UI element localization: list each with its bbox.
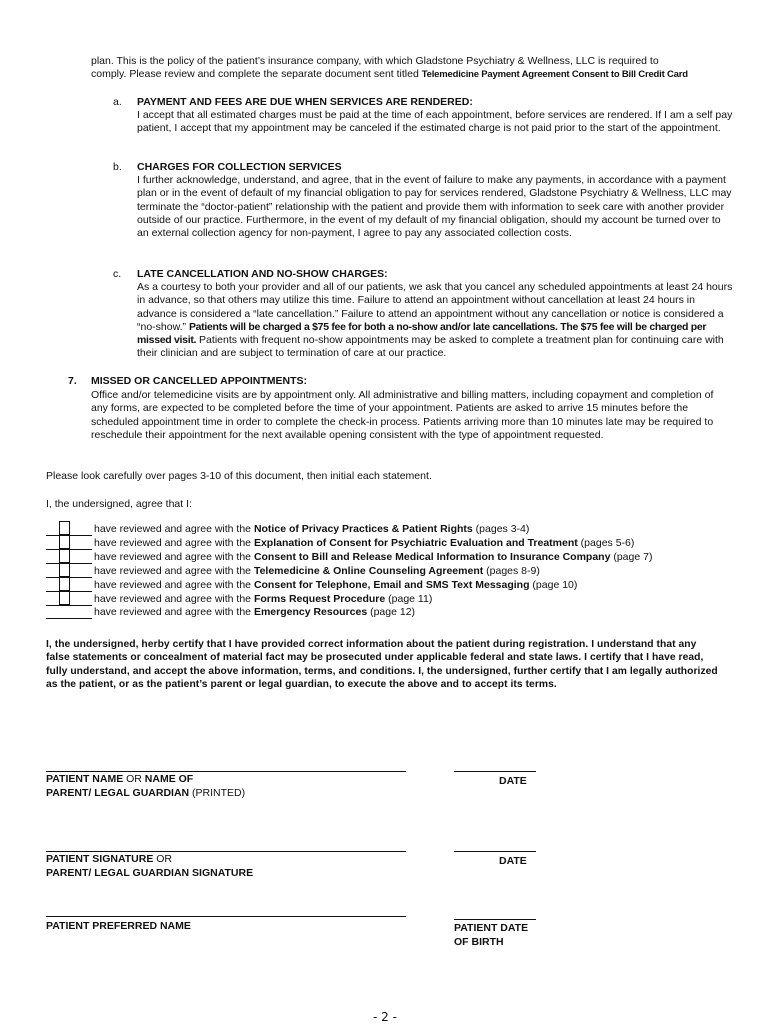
- checklist-item-consent-treatment: have reviewed and agree with the Explanation of Consent for Psychiatric Evaluation and Treatment (pages 5-6): [46, 537, 634, 550]
- certification-statement: I, the undersigned, herby certify that I have provided correct information about the patient during registration. I understand that any false statements or concealment of material fact may be prosecuted under applicable federal and state laws. I certify that I have read, fully understand, and accept the above information, terms, and conditions. I, the undersigned, further certify that I am legally authorized as the patient, or as the patient’s parent or legal guardian, to execute the above and to accept its terms.: [46, 639, 718, 690]
- name-line[interactable]: [46, 771, 406, 772]
- section-c-letter: c.: [113, 268, 122, 280]
- initial-field-forms[interactable]: [46, 593, 92, 606]
- agree-intro: I, the undersigned, agree that I:: [46, 498, 192, 510]
- checklist-item-telemedicine: have reviewed and agree with the Telemedicine & Online Counseling Agreement (pages 8-9): [46, 565, 540, 578]
- section-b-body: I further acknowledge, understand, and agree, that in the event of failure to make any payments, in accordance with a payment plan or in the event of default of my financial obligation to pay for services rendered, Gladstone Psychiatry & Wellness, LLC may terminate the “doctor-patient” relationship with the patient and provide them with information to seek care with another provider outside of our practice. Furthermore, in the event of my default of my financial obligation, should my account be turned over to an external collection agency for non-payment, I agree to pay any associated collection costs.: [137, 174, 732, 240]
- preferred-name-label: PATIENT PREFERRED NAME: [46, 920, 191, 932]
- signature-date-line[interactable]: [454, 851, 536, 852]
- name-date-line[interactable]: [454, 771, 536, 772]
- checklist-item-privacy: have reviewed and agree with the Notice of Privacy Practices & Patient Rights (pages 3-4): [46, 523, 529, 536]
- initial-box[interactable]: [59, 549, 70, 563]
- page-number: - 2 -: [373, 1010, 397, 1024]
- section-c-body-end: Patients with frequent no-show appointments may be asked to complete a treatment plan for continuing care with their clinician and are subject to termination of care at our practice.: [137, 334, 724, 360]
- section-a-letter: a.: [113, 96, 122, 108]
- intro-document-title: Telemedicine Payment Agreement Consent to Bill Credit Card: [421, 69, 688, 80]
- section-c-body-text: As a courtesy to both your provider and all of our patients, we ask that you cancel any scheduled appointments at least 24 hours in advance, so that others may utilize this time. Failure to attend an appointment without cancellation at least 24 hours in advance is considered a “late cancellation.” Failure to attend an appointment without any cancellation or notice is considered a “no-show.”: [137, 281, 733, 333]
- section-c-title: LATE CANCELLATION AND NO-SHOW CHARGES:: [137, 268, 388, 280]
- dob-label: PATIENT DATE OF BIRTH: [454, 922, 529, 948]
- checklist-item-consent-bill: have reviewed and agree with the Consent to Bill and Release Medical Information to Insurance Company (page 7): [46, 551, 652, 564]
- section-7-number: 7.: [68, 375, 77, 387]
- initial-box[interactable]: [59, 591, 70, 605]
- section-a-body: I accept that all estimated charges must be paid at the time of each appointment, before services are rendered. If I am a self pay patient, I accept that my appointment may be canceled if the estimated charge is not paid prior to the start of the appointment.: [137, 109, 733, 135]
- section-c-fee-notice: Patients will be charged a $75 fee for both a no-show and/or late cancellations. The $75 fee will be charged per missed visit.: [137, 320, 707, 347]
- signature-date-label: DATE: [499, 855, 527, 867]
- checklist-item-forms: have reviewed and agree with the Forms Request Procedure (page 11): [46, 593, 432, 606]
- section-b-letter: b.: [113, 161, 122, 173]
- intro-text: comply. Please review and complete the separate document sent titled: [91, 68, 422, 80]
- initial-box[interactable]: [59, 577, 70, 591]
- signature-line[interactable]: [46, 851, 406, 852]
- preferred-name-line[interactable]: [46, 916, 406, 917]
- section-7-title: MISSED OR CANCELLED APPOINTMENTS:: [91, 375, 308, 387]
- initial-box[interactable]: [59, 563, 70, 577]
- section-b-title: CHARGES FOR COLLECTION SERVICES: [137, 161, 342, 173]
- initial-field-emergency[interactable]: [46, 606, 92, 619]
- instructions: Please look carefully over pages 3-10 of this document, then initial each statement.: [46, 470, 432, 482]
- section-7-body: Office and/or telemedicine visits are by appointment only. All administrative and billing matters, including copayment and completion of any forms, are expected to be completed before the time of your appointment. Patients are asked to arrive 15 minutes before the scheduled appointment time in order to complete the check-in process. Patients arriving more than 10 minutes late may be required to reschedule their appointment for the next available opening consistent with the type of appointment requested.: [91, 389, 714, 441]
- initial-box[interactable]: [59, 535, 70, 549]
- name-label: PATIENT NAME OR NAME OF PARENT/ LEGAL GUARDIAN (PRINTED): [46, 773, 246, 799]
- intro-line-1: plan. This is the policy of the patient’s insurance company, with which Gladstone Psychiatry & Wellness, LLC is required to: [91, 55, 659, 67]
- section-c-body: [137, 281, 733, 361]
- name-date-label: DATE: [499, 775, 527, 787]
- intro-line-2: [91, 68, 741, 81]
- signature-label: PATIENT SIGNATURE OR PARENT/ LEGAL GUARDIAN SIGNATURE: [46, 853, 254, 879]
- checklist-item-messaging: have reviewed and agree with the Consent for Telephone, Email and SMS Text Messaging (page 10): [46, 579, 577, 592]
- section-a-title: PAYMENT AND FEES ARE DUE WHEN SERVICES ARE RENDERED:: [137, 96, 473, 108]
- initial-box[interactable]: [59, 521, 70, 535]
- dob-line[interactable]: [454, 919, 536, 920]
- checklist-item-emergency: have reviewed and agree with the Emergency Resources (page 12): [46, 606, 415, 619]
